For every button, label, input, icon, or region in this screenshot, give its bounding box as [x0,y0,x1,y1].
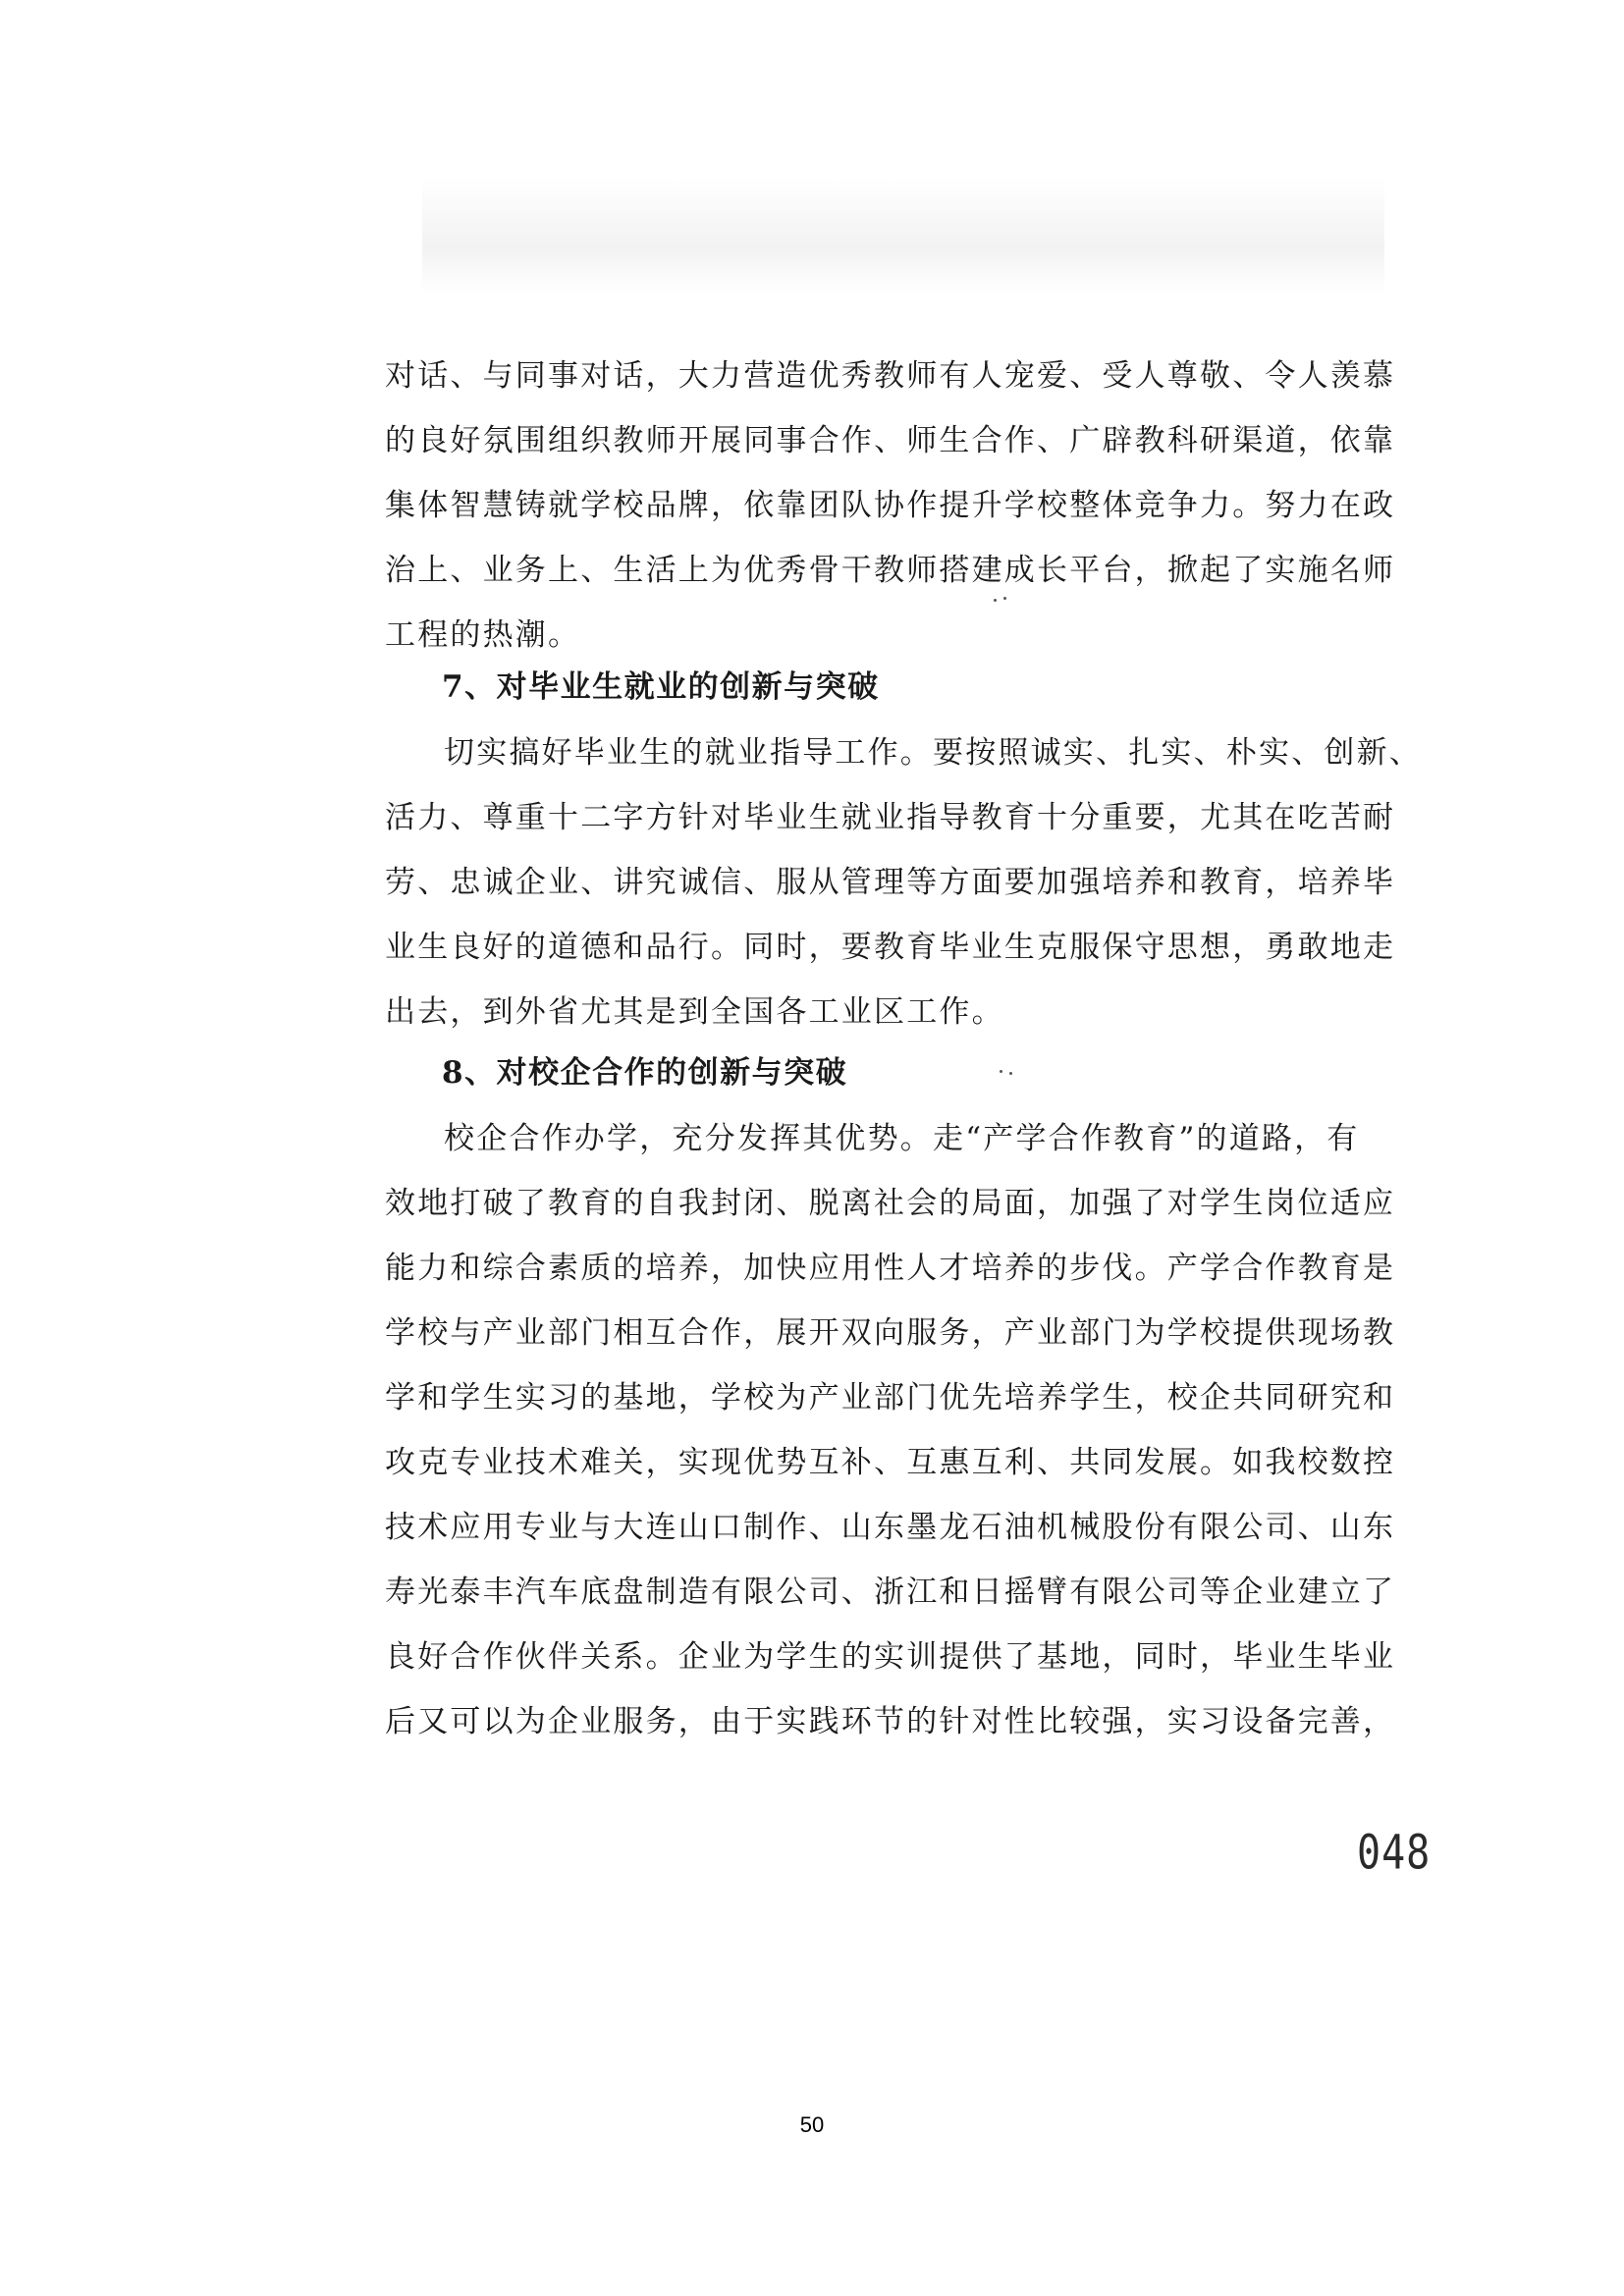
text-line: 活力、尊重十二字方针对毕业生就业指导教育十分重要，尤其在吃苦耐 [385,800,1396,835]
text-line: 效地打破了教育的自我封闭、脱离社会的局面，加强了对学生岗位适应 [385,1186,1396,1221]
text-line: 寿光泰丰汽车底盘制造有限公司、浙江和日摇臂有限公司等企业建立了 [385,1575,1396,1610]
stamped-page-number: 048 [1357,1826,1432,1881]
section-heading-8: 8、对校企合作的创新与突破 [442,1055,848,1091]
text-line: 切实搞好毕业生的就业指导工作。要按照诚实、扎实、朴实、创新、 [444,735,1422,771]
scan-speck [1003,597,1006,600]
text-line: 攻克专业技术难关，实现优势互补、互惠互利、共同发展。如我校数控 [385,1445,1396,1480]
text-line: 工程的热潮。 [385,617,581,653]
scan-speck [1009,1072,1012,1075]
text-line: 治上、业务上、生活上为优秀骨干教师搭建成长平台，掀起了实施名师 [385,553,1396,588]
scan-speck [1000,1070,1002,1073]
section-heading-7: 7、对毕业生就业的创新与突破 [442,669,880,705]
text-line: 良好合作伙伴关系。企业为学生的实训提供了基地，同时，毕业生毕业 [385,1639,1396,1675]
text-line: 能力和综合素质的培养，加快应用性人才培养的步伐。产学合作教育是 [385,1251,1396,1286]
scan-shading [422,177,1384,294]
text-line: 出去，到外省尤其是到全国各工业区工作。 [385,994,1004,1030]
text-line: 业生良好的道德和品行。同时，要教育毕业生克服保守思想，勇敢地走 [385,930,1396,965]
paragraph-teacher-development [385,344,1396,667]
text-line: 的良好氛围组织教师开展同事合作、师生合作、广辟教科研渠道，依靠 [385,423,1396,458]
text-line: 校企合作办学，充分发挥其优势。走“产学合作教育”的道路，有 [444,1121,1360,1156]
text-line: 后又可以为企业服务，由于实践环节的针对性比较强，实习设备完善， [385,1704,1396,1739]
text-line: 技术应用专业与大连山口制作、山东墨龙石油机械股份有限公司、山东 [385,1510,1396,1545]
text-line: 集体智慧铸就学校品牌，依靠团队协作提升学校整体竞争力。努力在政 [385,488,1396,523]
page-number: 50 [799,2112,825,2137]
paragraph-school-enterprise-cooperation [385,1106,1396,1754]
text-line: 劳、忠诚企业、讲究诚信、服从管理等方面要加强培养和教育，培养毕 [385,865,1396,900]
paragraph-graduate-employment [385,721,1422,1044]
text-line: 学和学生实习的基地，学校为产业部门优先培养学生，校企共同研究和 [385,1380,1396,1415]
scan-speck [994,599,997,602]
text-line: 学校与产业部门相互合作，展开双向服务，产业部门为学校提供现场教 [385,1315,1396,1351]
text-line: 对话、与同事对话，大力营造优秀教师有人宠爱、受人尊敬、令人羡慕 [385,358,1396,394]
